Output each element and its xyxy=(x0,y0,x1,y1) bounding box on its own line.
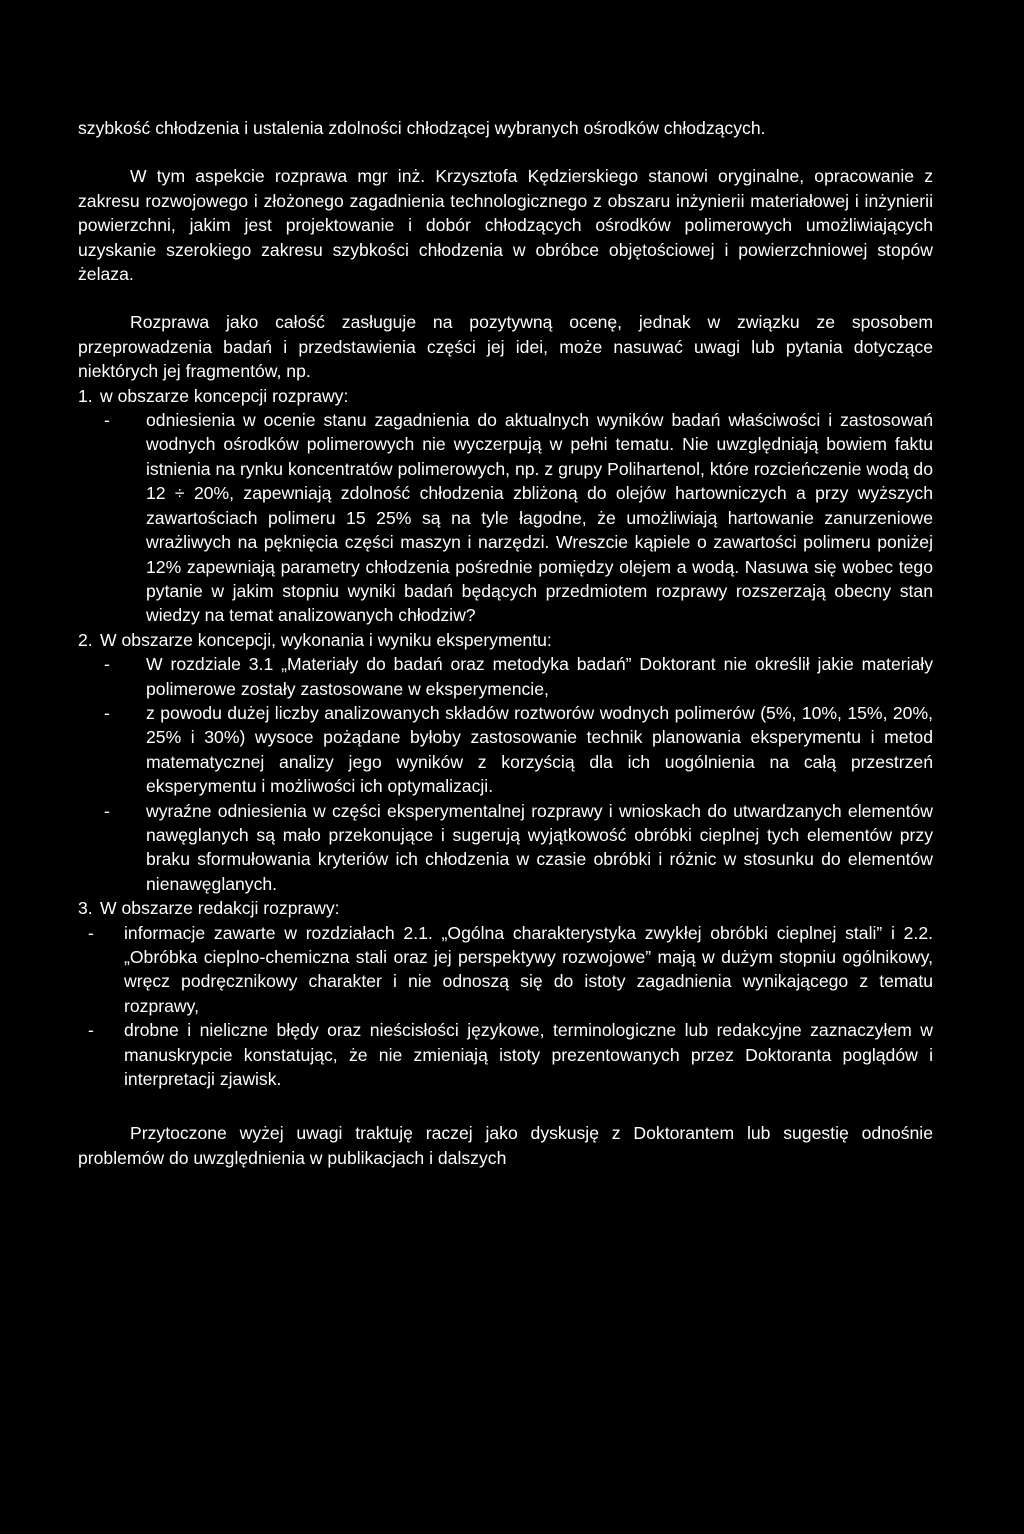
list-item xyxy=(78,921,933,1019)
bullet-dash: - xyxy=(88,1020,94,1041)
section-title: W obszarze redakcji rozprawy: xyxy=(100,898,340,919)
list-item-text: informacje zawarte w rozdziałach 2.1. „Ogólna charakterystyka zwykłej obróbki cieplnej stali” i 2.2. „Obróbka cieplno-chemiczna stali oraz jej perspektywy rozwojowe” mają w dużym stopniu ogólnikowy, wręcz podręcznikowy charakter i nie odnoszą się do istoty zagadnienia wynikającego z tematu rozprawy, xyxy=(124,922,933,1016)
paragraph-assessment: W tym aspekcie rozprawa mgr inż. Krzysztofa Kędzierskiego stanowi oryginalne, opracowanie z zakresu rozwojowego i złożonego zagadnienia technologicznego z obszaru inżynierii materiałowej i inżynierii powierzchni, jakim jest projektowanie i dobór chłodzących ośrodków polimerowych umożliwiających uzyskanie szerokiego zakresu szybkości chłodzenia w obróbce objętościowej i powierzchniowej stopów żelaza. xyxy=(78,166,933,285)
bullet-dash: - xyxy=(88,922,94,943)
list-item xyxy=(78,408,933,628)
section-title: w obszarze koncepcji rozprawy: xyxy=(100,385,349,406)
paragraph-intro-continuation: szybkość chłodzenia i ustalenia zdolności chłodzącej wybranych ośrodków chłodzących. xyxy=(78,118,766,138)
bullet-dash: - xyxy=(104,410,110,431)
section-3-heading xyxy=(78,896,933,920)
bullet-dash: - xyxy=(104,800,110,821)
section-3 xyxy=(78,896,933,1091)
section-2 xyxy=(78,628,933,896)
paragraph-overall-evaluation: Rozprawa jako całość zasługuje na pozytywną ocenę, jednak w związku ze sposobem przeprowadzenia badań i przedstawienia części jej idei, może nasuwać uwagi lub pytania dotyczące niektórych jej fragmentów, np. xyxy=(78,312,933,382)
list-item xyxy=(78,799,933,897)
list-item-text: wyraźne odniesienia w części eksperymentalnej rozprawy i wnioskach do utwardzanych elementów nawęglanych są mało przekonujące i sugerują wyjątkowość obróbki cieplnej tych elementów przy braku sformułowania kryteriów ich chłodzenia w czasie obróbki i różnic w stosunku do elementów nienawęglanych. xyxy=(146,800,933,894)
list-item-text: W rozdziale 3.1 „Materiały do badań oraz metodyka badań” Doktorant nie określił jakie materiały polimerowe zostały zastosowane w eksperymencie, xyxy=(146,654,933,699)
section-number: 2. xyxy=(78,629,93,650)
list-item xyxy=(78,701,933,799)
document-page xyxy=(78,116,933,1170)
list-item-text: z powodu dużej liczby analizowanych składów roztworów wodnych polimerów (5%, 10%, 15%, 20%, 25% i 30%) wysoce pożądane byłoby zastosowanie technik planowania eksperymentu i metod matematycznej analizy jego wyników z korzyścią dla ich uogólnienia na całą przestrzeń eksperymentu i możliwości ich optymalizacji. xyxy=(146,702,933,797)
section-1-heading xyxy=(78,384,933,408)
list-item xyxy=(78,1018,933,1091)
bullet-dash: - xyxy=(104,654,110,675)
list-item xyxy=(78,652,933,701)
paragraph-closing: Przytoczone wyżej uwagi traktuję raczej jako dyskusję z Doktorantem lub sugestię odnośnie problemów do uwzględnienia w publikacjach i dalszych xyxy=(78,1123,933,1168)
section-number: 3. xyxy=(78,898,93,919)
section-2-heading xyxy=(78,628,933,652)
bullet-dash: - xyxy=(104,702,110,723)
section-number: 1. xyxy=(78,385,93,406)
list-item-text: odniesienia w ocenie stanu zagadnienia do aktualnych wyników badań właściwości i zastosowań wodnych ośrodków polimerowych nie wyczerpują w pełni tematu. Nie uwzględniają bowiem faktu istnienia na rynku koncentratów polimerowych, np. z grupy Polihartenol, które rozcieńczenie wodą do 12 ÷ 20%, zapewniają zdolność chłodzenia zbliżoną do olejów hartowniczych a przy wyższych zawartościach polimeru 15 25% są na tyle łagodne, że umożliwiają hartowanie zanurzeniowe wrażliwych na pęknięcia części maszyn i narzędzi. Wreszcie kąpiele o zawartości polimeru poniżej 12% zapewniają parametry chłodzenia pośrednie pomiędzy olejem a wodą. Nasuwa się wobec tego pytanie w jakim stopniu wyniki badań będących przedmiotem rozprawy rozszerzają obecny stan wiedzy na temat analizowanych chłodziw? xyxy=(146,410,933,626)
list-item-text: drobne i nieliczne błędy oraz nieścisłości językowe, terminologiczne lub redakcyjne zaznaczyłem w manuskrypcie konstatując, że nie zmieniają istoty prezentowanych przez Doktoranta poglądów i interpretacji zjawisk. xyxy=(124,1020,933,1090)
section-1 xyxy=(78,384,933,628)
section-title: W obszarze koncepcji, wykonania i wyniku eksperymentu: xyxy=(100,629,552,650)
